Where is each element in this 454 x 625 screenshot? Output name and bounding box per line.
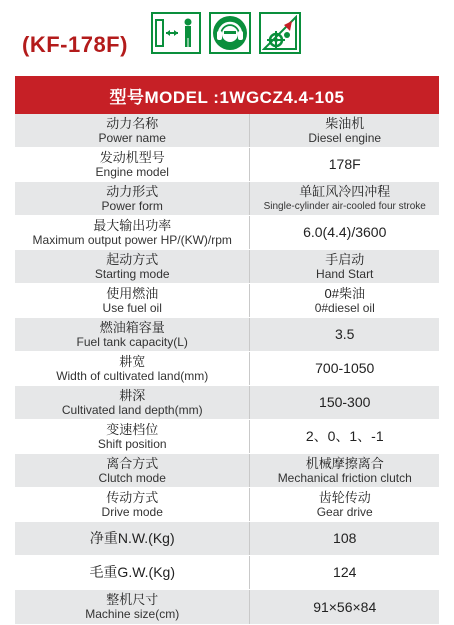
rotating-blade-warning-icon xyxy=(259,12,301,54)
spec-table xyxy=(15,114,439,625)
spec-value xyxy=(250,318,439,351)
spec-label-text: 毛重G.W.(Kg) xyxy=(89,564,175,580)
spec-label-zh: 使用燃油 xyxy=(106,285,159,301)
model-code: (KF-178F) xyxy=(22,32,128,57)
spec-label-zh: 动力名称 xyxy=(106,115,159,131)
spec-value xyxy=(250,148,439,181)
spec-value-en: Hand Start xyxy=(316,266,374,281)
spec-row xyxy=(15,488,439,522)
spec-label xyxy=(15,352,250,385)
spec-row xyxy=(15,590,439,625)
spec-value-text: 178F xyxy=(328,156,361,172)
spec-label xyxy=(15,284,250,317)
spec-label xyxy=(15,488,250,521)
spec-value-zh: 手启动 xyxy=(325,251,365,267)
spec-label xyxy=(15,182,250,215)
model-header: 型号MODEL :1WGCZ4.4-105 xyxy=(15,76,439,114)
spec-value-zh: 齿轮传动 xyxy=(318,489,371,505)
spec-label-zh: 耕宽 xyxy=(119,353,146,369)
spec-row xyxy=(15,318,439,352)
spec-label-zh: 整机尺寸 xyxy=(106,592,159,607)
spec-value-en: Gear drive xyxy=(316,504,373,519)
spec-label-en: Maximum output power HP/(KW)/rpm xyxy=(32,232,232,247)
spec-value-zh: 0#柴油 xyxy=(324,285,365,301)
spec-label-en: Starting mode xyxy=(94,266,170,281)
spec-label-en: Engine model xyxy=(95,164,169,179)
spec-value xyxy=(250,114,439,147)
spec-value xyxy=(250,556,439,589)
spec-row xyxy=(15,352,439,386)
spec-row xyxy=(15,114,439,148)
spec-value xyxy=(250,216,439,249)
spec-row xyxy=(15,454,439,488)
spec-value xyxy=(250,488,439,521)
spec-label xyxy=(15,216,250,249)
spec-row xyxy=(15,284,439,318)
spec-row xyxy=(15,148,439,182)
spec-label-zh: 起动方式 xyxy=(106,251,159,267)
spec-value-text: 2、0、1、-1 xyxy=(305,428,384,444)
ear-protection-icon xyxy=(209,12,251,54)
spec-label-en: Width of cultivated land(mm) xyxy=(56,368,209,383)
spec-row xyxy=(15,386,439,420)
spec-value xyxy=(250,386,439,419)
spec-value-en: Diesel engine xyxy=(308,130,382,145)
spec-label-zh: 变速档位 xyxy=(106,421,159,437)
spec-row xyxy=(15,216,439,250)
spec-value-text: 150-300 xyxy=(319,394,371,410)
spec-label-zh: 传动方式 xyxy=(106,489,159,505)
spec-value-text: 124 xyxy=(333,564,357,580)
spec-label-en: Clutch mode xyxy=(98,470,166,485)
spec-value-en: Mechanical friction clutch xyxy=(277,470,412,485)
spec-label-en: Machine size(cm) xyxy=(85,607,180,621)
spec-value-text: 3.5 xyxy=(334,326,355,342)
spec-value xyxy=(250,420,439,453)
spec-label-zh: 耕深 xyxy=(119,387,146,403)
spec-value-en: 0#diesel oil xyxy=(314,300,375,315)
spec-value xyxy=(250,522,439,555)
spec-label xyxy=(15,590,250,624)
spec-value-text: 108 xyxy=(333,530,357,546)
spec-label-zh: 发动机型号 xyxy=(99,149,165,165)
spec-value xyxy=(250,352,439,385)
spec-label-en: Power form xyxy=(101,198,163,213)
spec-value xyxy=(250,590,439,624)
spec-label xyxy=(15,522,250,555)
spec-label xyxy=(15,114,250,147)
spec-value xyxy=(250,182,439,215)
spec-value xyxy=(250,284,439,317)
spec-label-en: Fuel tank capacity(L) xyxy=(76,334,188,349)
spec-label-en: Cultivated land depth(mm) xyxy=(61,402,203,417)
top-banner xyxy=(0,0,454,76)
spec-value-text: 91×56×84 xyxy=(313,598,377,615)
spec-label xyxy=(15,556,250,589)
spec-row xyxy=(15,182,439,216)
spec-value-text: 6.0(4.4)/3600 xyxy=(303,224,387,240)
spec-label-text: 净重N.W.(Kg) xyxy=(89,530,175,546)
spec-label-en: Use fuel oil xyxy=(102,300,162,315)
spec-value-zh: 柴油机 xyxy=(325,115,365,131)
spec-value-zh: 单缸风冷四冲程 xyxy=(299,183,391,199)
spec-value-en: Single-cylinder air-cooled four stroke xyxy=(263,200,426,212)
keep-distance-icon xyxy=(151,12,201,54)
spec-row xyxy=(15,522,439,556)
safety-icons xyxy=(151,12,301,54)
spec-label xyxy=(15,420,250,453)
spec-label-zh: 动力形式 xyxy=(106,183,159,199)
spec-label-en: Power name xyxy=(98,130,166,145)
spec-label xyxy=(15,454,250,487)
spec-value xyxy=(250,454,439,487)
spec-value-text: 700-1050 xyxy=(315,360,375,376)
spec-label-zh: 离合方式 xyxy=(106,455,159,471)
spec-label-zh: 最大输出功率 xyxy=(93,217,172,233)
spec-row xyxy=(15,250,439,284)
spec-label-en: Shift position xyxy=(97,436,167,451)
spec-label xyxy=(15,318,250,351)
spec-value xyxy=(250,250,439,283)
spec-label xyxy=(15,148,250,181)
spec-label-zh: 燃油箱容量 xyxy=(99,319,165,335)
spec-label-en: Drive mode xyxy=(101,504,163,519)
spec-label xyxy=(15,386,250,419)
spec-label xyxy=(15,250,250,283)
spec-row xyxy=(15,420,439,454)
spec-row xyxy=(15,556,439,590)
spec-value-zh: 机械摩擦离合 xyxy=(305,455,384,471)
